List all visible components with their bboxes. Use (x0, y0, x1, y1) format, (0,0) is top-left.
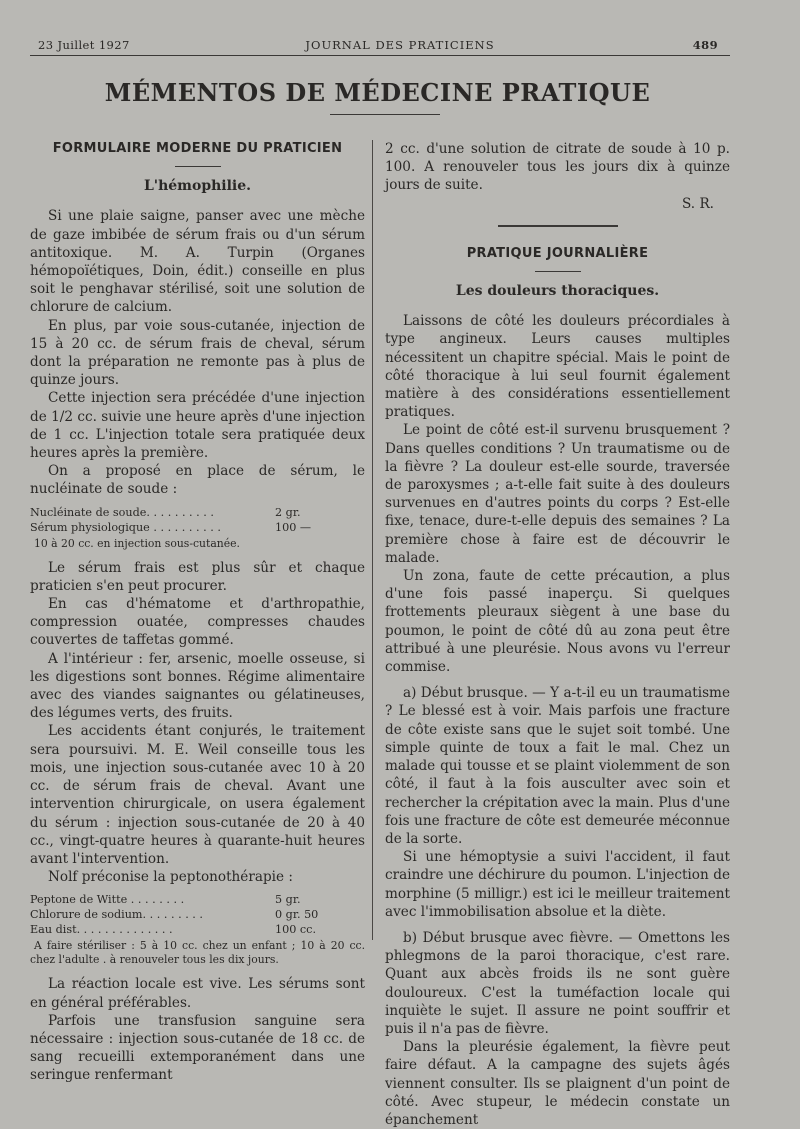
paragraph: Si une plaie saigne, panser avec une mèche de gaze imbibée de sérum frais ou d'un sérum antitoxique. M. A. Turpin (Organes hémopoïétiques, Doin, édit.) conseille en plus soit le penghavar stérilisé, soit une solution de chlorure de calcium. (30, 208, 365, 316)
signature-line (385, 195, 730, 213)
paragraph: Dans la pleurésie également, la fièvre peut faire défaut. A la campagne des sujets âgés viennent consulter. Ils se plaignent d'un point de côté. Avec stupeur, le médecin constate un épanchement (385, 1039, 730, 1128)
paragraph: En plus, par voie sous-cutanée, injection de 15 à 20 cc. de sérum frais de cheval, sérum dont la préparation ne remonte pas à plus de quinze jours. (30, 317, 365, 389)
paragraph: b) Début brusque avec fièvre. — Omettons les phlegmons de la paroi thoracique, c'est rare. Quant aux abcès froids ils ne sont guère douloureux. C'est la tuméfaction locale qui inquiète le sujet. Il assure ne point souffrir et puis il n'a pas de fièvre. (385, 929, 730, 1037)
paragraph: Le point de côté est-il survenu brusquement ? Dans quelles conditions ? Un traumatisme ou de la fièvre ? La douleur est-elle sourde, traversée de paroxysmes ; a-t-elle fait suite à des douleurs survenues en d'autres points du corps ? Est-elle fixe, tenace, dure-t-elle depuis des semaines ? La première chose à faire est de découvrir le malade. (385, 422, 730, 566)
ingredient-name: Peptone de Witte . . . . . . . . (30, 893, 185, 907)
author-signature: S. R. (681, 195, 714, 212)
page-number: 489 (692, 38, 718, 52)
paragraph: On a proposé en place de sérum, le nucléinate de soude : (30, 463, 365, 498)
section-rule (175, 166, 221, 167)
header-rule (30, 55, 730, 56)
article-title-douleurs: Les douleurs thoraciques. (455, 283, 660, 300)
paragraph: Laissons de côté les douleurs précordiales à type angineux. Leurs causes multiples nécessitent un chapitre spécial. Mais le point de côté thoracique à lui seul fournit également matière à des considérations essentiellement pratiques. (385, 313, 730, 421)
paragraph: Le sérum frais est plus sûr et chaque praticien s'en peut procurer. (30, 559, 365, 594)
prescription-note: 10 à 20 cc. en injection sous-cutanée. (34, 536, 240, 550)
ingredient-dose: 5 gr. (275, 893, 301, 907)
section-rule (535, 271, 581, 272)
column-divider (372, 140, 373, 940)
prescription-line (30, 505, 365, 520)
ingredient-name: Chlorure de sodium. . . . . . . . . (30, 908, 203, 922)
paragraph: La réaction locale est vive. Les sérums sont en général préférables. (30, 976, 365, 1011)
article-title-hemophilie: L'hémophilie. (143, 178, 252, 195)
right-column (385, 140, 730, 1129)
issue-date: 23 Juillet 1927 (38, 38, 130, 52)
continued-paragraph: 2 cc. d'une solution de citrate de soude à 10 p. 100. A renouveler tous les jours dix à quinze jours de suite. (385, 141, 730, 194)
paragraph: a) Début brusque. — Y a-t-il eu un traumatisme ? Le blessé est à voir. Mais parfois une fracture de côte existe sans que le sujet soit tombé. Une simple quinte de toux a fait le mal. Chez un malade qui tousse et se plaint violemment de son côté, il faut à la fois ausculter avec soin et rechercher la crépitation avec la main. Plus d'une fois une fracture de côte est demeurée méconnue de la sorte. (385, 685, 730, 847)
ingredient-dose: 100 — (275, 520, 312, 534)
running-head (0, 38, 800, 54)
prescription-note: A faire stériliser : 5 à 10 cc. chez un enfant ; 10 à 20 cc. chez l'adulte . à renouveler tous les dix jours. (30, 939, 365, 967)
ingredient-dose: 0 gr. 50 (275, 908, 319, 922)
section-heading-formulaire: FORMULAIRE MODERNE DU PRATICIEN (52, 141, 343, 156)
ingredient-dose: 100 cc. (275, 923, 316, 937)
ingredient-dose: 2 gr. (275, 505, 301, 519)
section-heading-pratique: PRATIQUE JOURNALIÈRE (466, 245, 649, 261)
paragraph: A l'intérieur : fer, arsenic, moelle osseuse, si les digestions sont bonnes. Régime alimentaire avec des viandes saignantes ou gélatineuses, des légumes verts, des fruits. (30, 650, 365, 722)
left-column (30, 140, 365, 1085)
prescription-peptone (30, 892, 365, 967)
ingredient-name: Sérum physiologique . . . . . . . . . . (30, 520, 221, 534)
title-rule (330, 114, 440, 115)
prescription-line (30, 907, 365, 922)
paragraph: Cette injection sera précédée d'une injection de 1/2 cc. suivie une heure après d'une injection de 1 cc. L'injection totale sera pratiquée deux heures après la première. (30, 390, 365, 462)
prescription-line (30, 922, 365, 937)
ingredient-name: Eau dist. . . . . . . . . . . . . . (30, 923, 173, 937)
paragraph: Parfois une transfusion sanguine sera nécessaire : injection sous-cutanée de 18 cc. de sang recueilli extemporanément dans une seringue renfermant (30, 1012, 365, 1084)
paragraph: Si une hémoptysie a suivi l'accident, il faut craindre une déchirure du poumon. L'injection de morphine (5 milligr.) est ici le meilleur traitement avec l'immobilisation absolue et la diète. (385, 849, 730, 920)
prescription-nucleinate (30, 505, 365, 551)
paragraph: Les accidents étant conjurés, le traitement sera poursuivi. M. E. Weil conseille tous les mois, une injection sous-cutanée avec 10 à 20 cc. de sérum frais de cheval. Avant une intervention chirurgicale, on usera également du sérum : injection sous-cutanée de 20 à 40 cc., vingt-quatre heures à quarante-huit heures avant l'intervention. (30, 723, 365, 867)
prescription-line (30, 520, 365, 535)
main-title: MÉMENTOS DE MÉDECINE PRATIQUE (104, 78, 651, 107)
ingredient-name: Nucléinate de soude. . . . . . . . . . (30, 505, 214, 519)
prescription-line (30, 892, 365, 907)
journal-name: JOURNAL DES PRATICIENS (305, 38, 495, 52)
paragraph: Un zona, faute de cette précaution, a plus d'une fois passé inaperçu. Si quelques frottements pleuraux siègent à une base du poumon, le point de côté dû au zona peut être attribué à une pleurésie. Nous avons vu l'erreur commise. (385, 568, 730, 676)
paragraph: En cas d'hématome et d'arthropathie, compression ouatée, compresses chaudes couvertes de taffetas gommé. (30, 596, 365, 649)
section-separator (498, 225, 618, 229)
paragraph: Nolf préconise la peptonothérapie : (48, 869, 293, 886)
